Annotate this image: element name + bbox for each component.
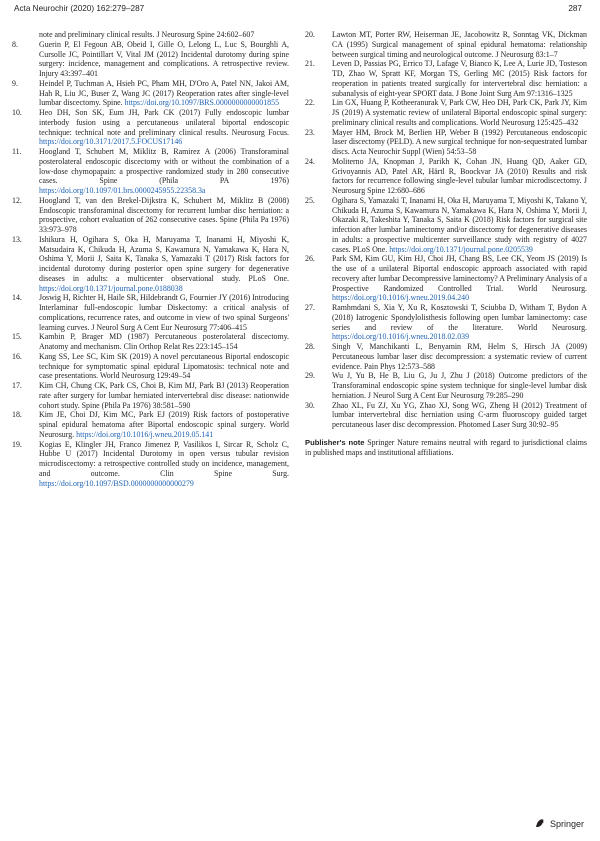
page-number: 287 [568,4,582,13]
reference-text [39,147,289,195]
doi-link[interactable]: https://doi.org/10.1016/j.wneu.2018.02.039 [332,332,470,342]
reference-text [39,293,289,331]
reference-item [305,98,587,127]
reference-item [12,332,289,352]
reference-text [39,352,289,381]
reference-body: Moliterno JA, Knopman J, Parikh K, Cohan JN, Huang QD, Aaker GD, Grivoyannis AD, Patel AR, Härtl R, Boockvar JA (2010) Results and risk factors for recurrence following single-level tubular lumbar microdiscectomy. J Neurosurg Spine 12:680–686 [332,156,587,195]
reference-number: 26. [305,254,315,264]
reference-body: Kim JE, Choi DJ, Kim MC, Park EJ (2019) Risk factors of postoperative spinal epidural hematoma after Biportal endoscopic spinal surgery. World Neurosurg. [39,410,289,439]
reference-text [332,196,587,254]
reference-text [332,401,587,430]
reference-item [12,381,289,410]
reference-text [332,128,587,157]
reference-number: 15. [12,332,22,342]
reference-text [39,440,289,488]
reference-item [305,371,587,400]
reference-body: Heo DH, Son SK, Eum JH, Park CK (2017) Fully endoscopic lumbar interbody fusion using a percutaneous unilateral biportal endoscopic technique: technical note and preliminary clinical results. Neurosurg Focus. [39,108,289,137]
reference-text [39,332,289,351]
reference-item [12,196,289,235]
reference-item [305,157,587,196]
reference-list-left [12,30,289,488]
doi-link[interactable]: https://doi.org/10.1016/j.wneu.2019.04.240 [332,293,470,303]
reference-item [305,401,587,430]
page-header [0,4,600,16]
reference-body: Leven D, Passias PG, Errico TJ, Lafage V, Bianco K, Lee A, Lurie JD, Tosteson TD, Zhao W, Spratt KF, Morgan TS, Gerling MC (2015) Risk factors for reoperation in patients treated surgically for intervertebral disc herniation: a subanalysis of eight-year SPORT data. J Bone Joint Surg Am 97:1316–1325 [332,59,587,98]
reference-item [12,79,289,108]
doi-link[interactable]: https://doi.org/10.1097/01.brs.0000245955.22358.3a [39,186,206,195]
reference-text [332,98,587,127]
reference-text [332,59,587,97]
reference-item [12,410,289,439]
reference-body: Guerin P, El Fegoun AB, Obeid I, Gille O, Lelong L, Luc S, Bourghli A, Cursolle JC, Pointillart V, Vital JM (2012) Incidental durotomy during spine surgery: incidence, management and complications. A retrospective review. Injury 43:397–401 [39,39,289,78]
reference-item [12,235,289,294]
reference-number: 28. [305,342,315,351]
reference-number: 25. [305,195,315,205]
reference-body: Heindel P, Tuchman A, Hsieh PC, Pham MH, D'Oro A, Patel NN, Jakoi AM, Hah R, Liu JC, Buser Z, Wang JC (2017) Reoperation rates after single-level lumbar discectomy. Spine. [39,78,289,108]
reference-number: 12. [12,195,22,205]
doi-link[interactable]: https://doi.org/10.3171/2017.5.FOCUS17146 [39,137,183,147]
reference-number: 19. [12,439,22,449]
reference-body: Ogihara S, Yamazaki T, Inanami H, Oka H, Maruyama T, Miyoshi K, Takano Y, Chikuda H, Azuma S, Kawamura N, Yamakawa K, Hara N, Oshima Y, Morii J, Okazaki R, Takeshita Y, Tanaka S, Saita K (2018) Risk factors for surgical site infection after lumbar laminectomy and/or discectomy for degenerative diseases in adults: a prospective multicenter surveillance study with registry of 4027 cases. PLoS One. [332,195,587,254]
reference-item [12,293,289,332]
reference-number: 16. [12,351,22,361]
reference-text [39,410,289,439]
reference-text [332,30,587,59]
reference-text [39,196,289,234]
reference-text [332,157,587,195]
reference-body: Lawton MT, Porter RW, Heiserman JE, Jacobowitz R, Sonntag VK, Dickman CA (1995) Surgical management of spinal epidural hematoma: relationship between surgical timing and neurological outcome. J Neurosurg 83:1–7 [332,30,587,59]
reference-item [12,440,289,489]
reference-number: 8. [12,39,18,49]
reference-number: 11. [12,147,22,156]
reference-body: Zhao XL, Fu ZJ, Xu YG, Zhao XJ, Song WG, Zheng H (2012) Treatment of lumbar intervertebral disc herniation using C-arm fluoroscopy guided target percutaneous laser disc decompression. Photomed Laser Surg 30:92–95 [332,400,587,429]
reference-number: 21. [305,59,315,69]
reference-number: 24. [305,156,315,166]
reference-body: Singh V, Manchikanti L, Benyamin RM, Helm S, Hirsch JA (2009) Percutaneous lumbar laser disc decompression: a systematic review of current evidence. Pain Phys 12:573–588 [332,342,587,371]
publisher-note-text: Springer Nature remains neutral with regard to jurisdictional claims in published maps and institutional affiliations. [305,437,587,457]
reference-number: 29. [305,371,315,381]
reference-text [332,254,587,302]
reference-item [12,40,289,79]
reference-body: Park SM, Kim GU, Kim HJ, Choi JH, Chang BS, Lee CK, Yeom JS (2019) Is the use of a unilateral Biportal endoscopic approach associated with rapid recovery after lumbar Decompressive laminectomy? A Preliminary Analysis of a Prospective Randomized Controlled Trial. World Neurosurg. [332,254,587,293]
reference-text [332,371,587,400]
reference-body: Lin GX, Huang P, Kotheeranurak V, Park CW, Heo DH, Park CK, Park JY, Kim JS (2019) A systematic review of unilateral Biportal endoscopic spinal surgery: preliminary clinical results and complications. World Neurosurg 125:425–432 [332,98,587,127]
reference-item [305,30,587,59]
reference-body: Joswig H, Richter H, Haile SR, Hildebrandt G, Fournier JY (2016) Introducing Interlaminar full-endoscopic lumbar Diskectomy: a critical analysis of complications, recurrence rates, and outcome in view of two spinal Surgeons' learning curves. J Neurol Surg A Cent Eur Neurosurg 77:406–415 [39,293,289,332]
reference-text [332,303,587,341]
reference-number: 10. [12,108,22,117]
journal-citation: Acta Neurochir (2020) 162:279–287 [14,4,145,13]
publisher-note [305,438,587,458]
reference-number: 27. [305,303,315,312]
reference-number: 18. [12,410,22,420]
reference-item [12,352,289,381]
reference-body: Kang SS, Lee SC, Kim SK (2019) A novel percutaneous Biportal endoscopic technique for symptomatic spinal epidural Lipomatosis: technical note and case presentations. World Neurosurg 129:49–54 [39,351,289,381]
reference-text [39,108,289,146]
springer-logo-text: Springer [549,819,584,829]
reference-item [305,342,587,371]
reference-body: note and preliminary clinical results. J Neurosurg Spine 24:602–607 [39,30,255,39]
reference-number: 23. [305,127,315,137]
reference-body: Kim CH, Chung CK, Park CS, Choi B, Kim MJ, Park BJ (2013) Reoperation rate after surgery for lumbar herniated intervertebral disc disease: nationwide cohort study. Spine (Phila Pa 1976) 38:581–590 [39,381,289,410]
reference-item [305,254,587,303]
doi-link[interactable]: https://doi.org/10.1097/BRS.0000000000001855 [124,98,280,108]
reference-number: 9. [12,78,18,88]
reference-body: Ramhmdani S, Xia Y, Xu R, Kosztowski T, Sciubba D, Witham T, Bydon A (2018) Iatrogenic Spondylolisthesis following open lumbar laminectomy: case series and review of the literature. World Neurosurg. [332,303,587,332]
reference-list-right [305,30,587,457]
reference-body: Hoogland T, Schubert M, Miklitz B, Ramirez A (2006) Transforaminal posterolateral endoscopic discectomy with or without the combination of a low-dose chymopapain: a prospective randomized study in 280 consecutive cases. Spine (Phila PA 1976) [39,147,289,186]
reference-text [39,40,289,78]
reference-text [39,381,289,410]
reference-body: Kambin P, Brager MD (1987) Percutaneous posterolateral discectomy. Anatomy and mechanism. Clin Orthop Relat Res 223:145–154 [39,332,289,351]
doi-link[interactable]: https://doi.org/10.1371/journal.pone.0205539 [389,244,533,254]
reference-body: Ishikura H, Ogihara S, Oka H, Maruyama T, Inanami H, Miyoshi K, Matsudaira K, Chikuda H, Azuma S, Kawamura N, Yamakawa K, Hara N, Oshima Y, Morii J, Saita K, Tanaka S, Yamazaki T (2017) Risk factors for incidental durotomy during posterior open spine surgery for degenerative diseases in adults: a multicenter observational study. PLoS One. [39,234,289,283]
reference-text [39,235,289,293]
reference-item [305,303,587,342]
reference-text [332,342,587,371]
reference-text [39,79,289,108]
reference-item [12,147,289,196]
publisher-note-label: Publisher's note [305,437,365,447]
doi-link[interactable]: https://doi.org/10.1097/BSD.0000000000000279 [39,478,194,488]
reference-number: 17. [12,381,22,390]
springer-logo [534,817,584,831]
reference-item [305,59,587,98]
reference-item [12,30,289,40]
reference-number: 30. [305,400,315,410]
doi-link[interactable]: https://doi.org/10.1371/journal.pone.0188038 [39,283,183,293]
reference-body: Hoogland T, van den Brekel-Dijkstra K, Schubert M, Miklitz B (2008) Endoscopic transforaminal discectomy for recurrent lumbar disc herniation: a prospective, cohort evaluation of 262 consecutive cases. Spine (Phila Pa 1976) 33:973–978 [39,195,289,234]
reference-item [305,196,587,255]
reference-number: 13. [12,234,22,244]
reference-number: 22. [305,98,315,108]
reference-item [305,128,587,157]
springer-horse-icon [534,817,546,831]
doi-link[interactable]: https://doi.org/10.1016/j.wneu.2019.05.141 [76,429,214,439]
reference-body: Wu J, Yu B, He B, Liu G, Ju J, Zhu J (2018) Outcome predictors of the Transforaminal endoscopic spine system technique for single-level lumbar disk herniation. J Neurol Surg A Cent Eur Neurosurg 79:285–290 [332,371,587,400]
reference-body: Mayer HM, Brock M, Berlien HP, Weber B (1992) Percutaneous endoscopic laser discectomy (PELD). A new surgical technique for non-sequestrated lumbar discs. Acta Neurochir Suppl (Wien) 54:53–58 [332,127,587,156]
reference-item [12,108,289,147]
reference-number: 20. [305,30,315,39]
reference-text [39,30,254,39]
reference-body: Kogias E, Klingler JH, Franco Jimenez P, Vasilikos I, Sircar R, Scholz C, Hubbe U (2017) Incidental Durotomy in open versus tubular revision microdiscectomy: a retrospective controlled study on incidence, management, and outcome. Clin Spine Surg. [39,439,289,478]
reference-number: 14. [12,293,22,303]
